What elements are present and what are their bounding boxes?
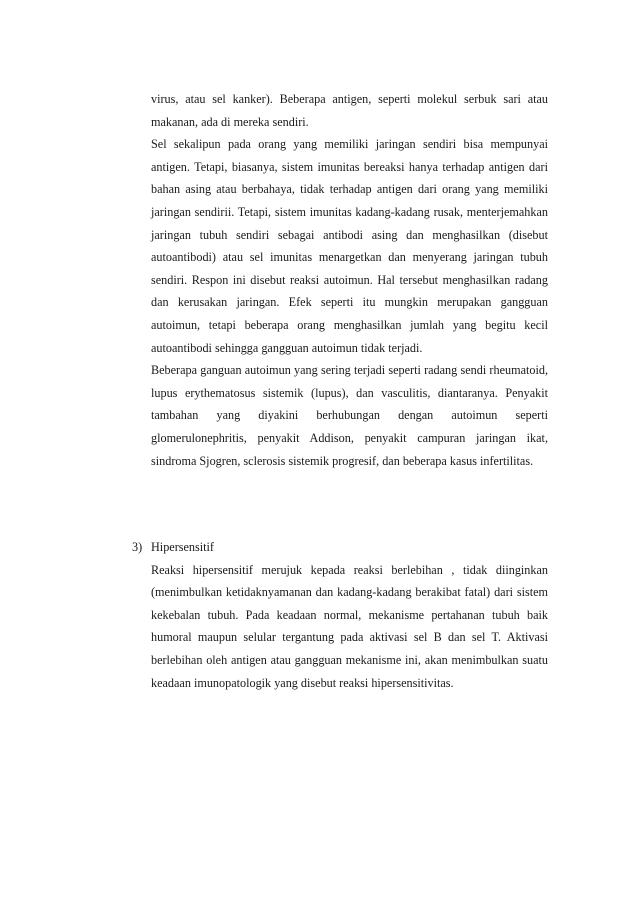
paragraph-autoimmune-reaction: Sel sekalipun pada orang yang memiliki jaringan sendiri bisa mempunyai antigen. Tetapi, biasanya, sistem imunitas bereaksi hanya terhadap antigen dari bahan asing atau berbahaya, tidak terhadap antigen dari orang yang memiliki jaringan sendirii. Tetapi, sistem imunitas kadang-kadang rusak, menterjemahkan jaringan tubuh sendiri sebagai antibodi asing dan menghasilkan (disebut autoantibodi) atau sel imunitas menargetkan dan menyerang jaringan tubuh sendiri. Respon ini disebut reaksi autoimun. Hal tersebut menghasilkan radang dan kerusakan jaringan. Efek seperti itu mungkin merupakan gangguan autoimun, tetapi beberapa orang menghasilkan jumlah yang begitu kecil autoantibodi sehingga gangguan autoimun tidak terjadi. (151, 137, 548, 355)
section-title: Hipersensitif (151, 540, 214, 554)
body-text (151, 88, 548, 472)
section-number: 3) (132, 540, 143, 554)
paragraph-antigen-intro: virus, atau sel kanker). Beberapa antigen, seperti molekul serbuk sari atau makanan, ada di mereka sendiri. (151, 92, 548, 129)
section-hypersensitivity (132, 536, 548, 694)
section-heading (132, 536, 548, 559)
paragraph-autoimmune-disorders: Beberapa ganguan autoimun yang sering terjadi seperti radang sendi rheumatoid, lupus erythematosus sistemik (lupus), dan vasculitis, diantaranya. Penyakit tambahan yang diyakini berhubungan dengan autoimun seperti glomerulonephritis, penyakit Addison, penyakit campuran jaringan ikat, sindroma Sjogren, sclerosis sistemik progresif, dan beberapa kasus infertilitas. (151, 363, 548, 468)
section-body-paragraph: Reaksi hipersensitif merujuk kepada reaksi berlebihan , tidak diinginkan (menimbulkan ketidaknyamanan dan kadang-kadang berakibat fatal) dari sistem kekebalan tubuh. Pada keadaan normal, mekanisme pertahanan tubuh baik humoral maupun selular tergantung pada aktivasi sel B dan sel T. Aktivasi berlebihan oleh antigen atau gangguan mekanisme ini, akan menimbulkan suatu keadaan imunopatologik yang disebut reaksi hipersensitivitas. (151, 562, 548, 690)
